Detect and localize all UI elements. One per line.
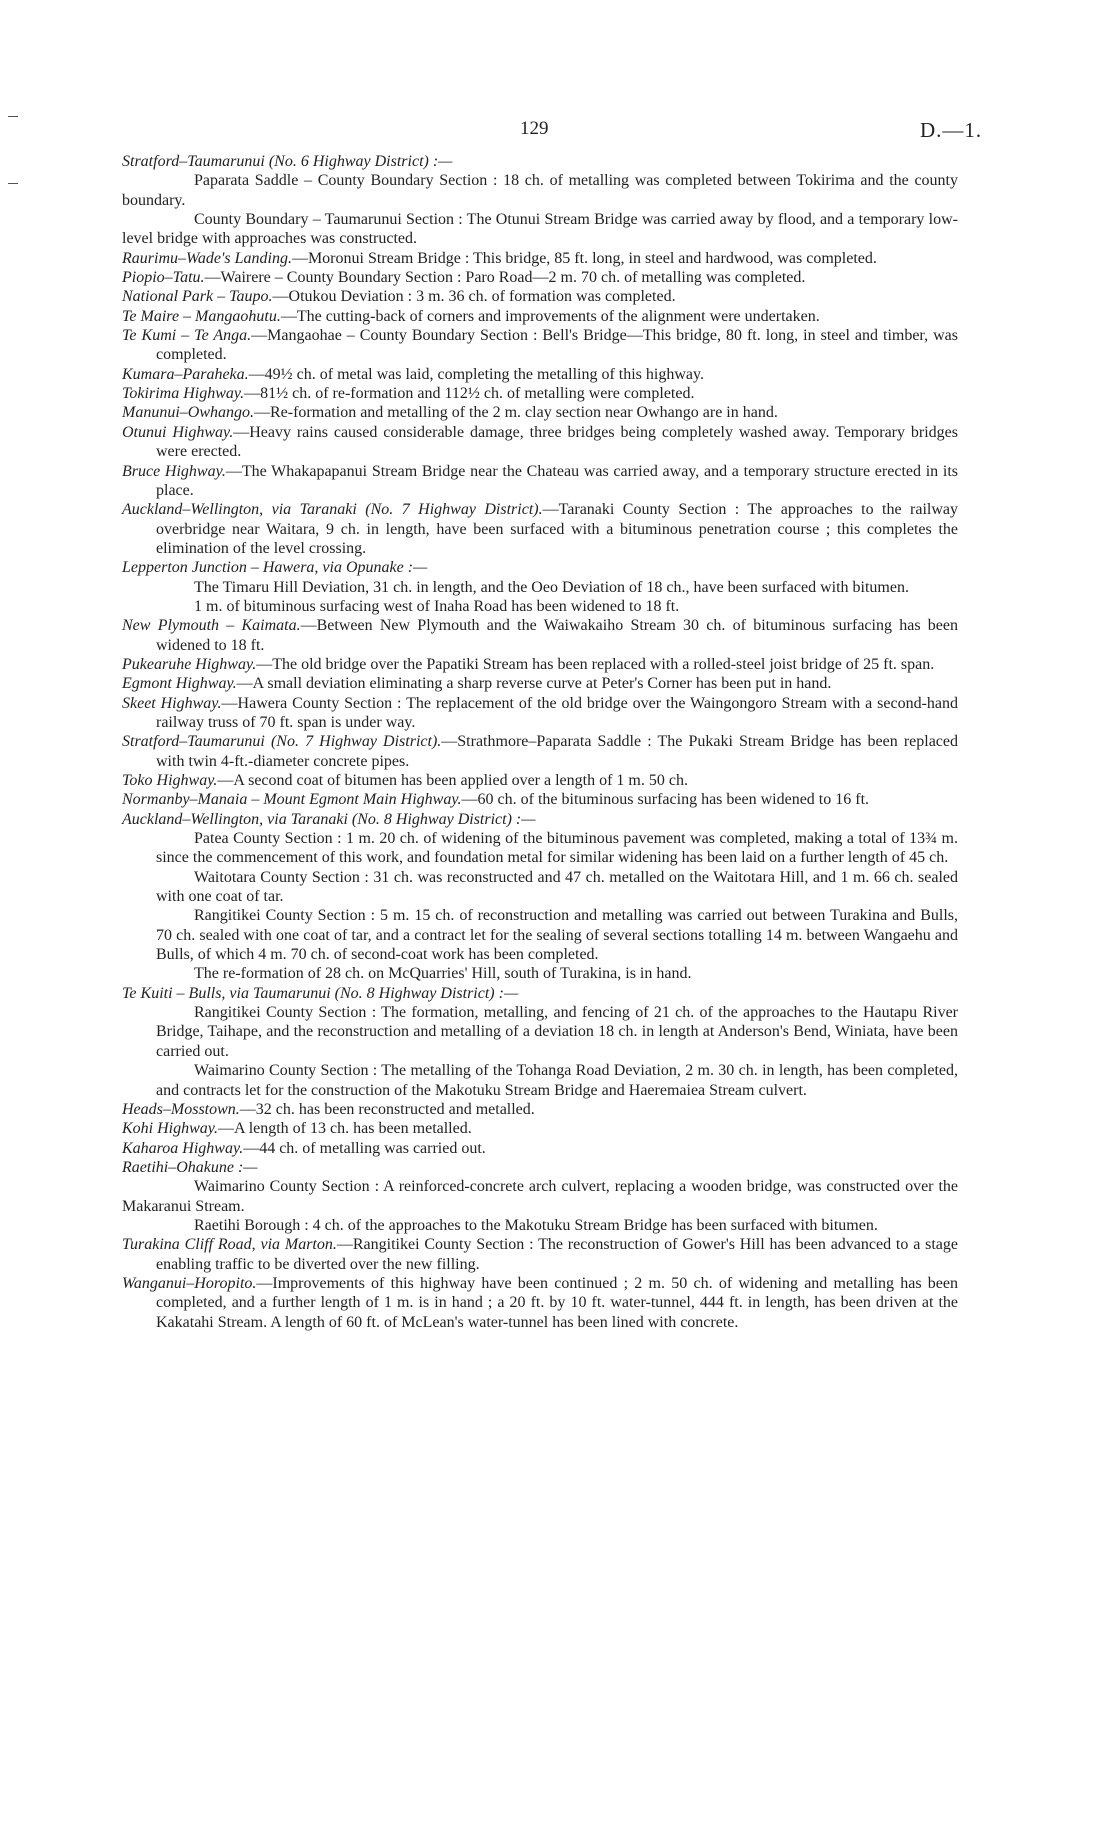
section-heading: New Plymouth – Kaimata. bbox=[122, 617, 301, 635]
paragraph-text: —Between New Plymouth and the Waiwakaiho Stream 30 ch. of bituminous surfacing has been widened to 18 ft. bbox=[156, 617, 958, 654]
paragraph-text: Raetihi Borough : 4 ch. of the approaches to the Makotuku Stream Bridge has been surfaced with bitumen. bbox=[194, 1216, 878, 1234]
paragraph-text: —A second coat of bitumen has been applied over a length of 1 m. 50 ch. bbox=[217, 772, 688, 789]
paragraph-text: —The Whakapapanui Stream Bridge near the Chateau was carried away, and a temporary structure erected in its place. bbox=[156, 462, 959, 499]
section-heading: Kaharoa Highway. bbox=[122, 1139, 244, 1157]
paragraph bbox=[122, 790, 958, 809]
paragraph-text: —49½ ch. of metal was laid, completing the metalling of this highway. bbox=[248, 365, 704, 383]
paragraph bbox=[122, 732, 958, 771]
paragraph-text: —Mangaohae – County Boundary Section : Bell's Bridge—This bridge, 80 ft. long, in steel and timber, was completed. bbox=[156, 327, 958, 364]
paragraph bbox=[122, 655, 958, 674]
paragraph bbox=[122, 403, 958, 422]
section-heading: Normanby–Manaia – Mount Egmont Main Highway. bbox=[122, 791, 462, 809]
section-heading: Turakina Cliff Road, via Marton. bbox=[122, 1236, 337, 1254]
page-header bbox=[0, 118, 1114, 146]
section-heading: Auckland–Wellington, via Taranaki (No. 8 Highway District) :— bbox=[122, 810, 536, 828]
paragraph bbox=[122, 597, 958, 616]
section-heading: Tokirima Highway. bbox=[122, 385, 245, 403]
section-heading: Lepperton Junction – Hawera, via Opunake :— bbox=[122, 559, 428, 577]
paragraph bbox=[122, 868, 958, 907]
section-heading: Stratford–Taumarunui (No. 7 Highway District). bbox=[122, 733, 442, 751]
section-heading: Otunui Highway. bbox=[122, 423, 234, 441]
paragraph-text: —Re-formation and metalling of the 2 m. clay section near Owhango are in hand. bbox=[254, 404, 778, 422]
paragraph-text: —A length of 13 ch. has been metalled. bbox=[218, 1120, 472, 1138]
paragraph bbox=[122, 268, 958, 287]
scan-artifact-mark bbox=[8, 116, 18, 117]
section-heading: National Park – Taupo. bbox=[122, 288, 273, 306]
section-heading: Toko Highway. bbox=[122, 772, 218, 789]
paragraph bbox=[122, 694, 958, 733]
paragraph bbox=[122, 984, 958, 1003]
paragraph-text: Rangitikei County Section : 5 m. 15 ch. of reconstruction and metalling was carried out between Turakina and Bulls, 70 ch. sealed with one coat of tar, and a contract let for the sealing of several sections totalling 14 m. between Wangaehu and Bulls, of which 4 m. 70 ch. of second-coat work has been completed. bbox=[156, 907, 958, 964]
paragraph-text: —Wairere – County Boundary Section : Paro Road—2 m. 70 ch. of metalling was completed. bbox=[204, 269, 806, 287]
paragraph bbox=[122, 829, 958, 868]
paragraph bbox=[122, 1158, 958, 1177]
paragraph-text: —Taranaki County Section : The approaches to the railway overbridge near Waitara, 9 ch. in length, have been surfaced with a bituminous penetration course ; this completes the elimination of the level crossing. bbox=[156, 501, 959, 557]
paragraph-text: —A small deviation eliminating a sharp reverse curve at Peter's Corner has been put in hand. bbox=[236, 675, 832, 693]
paragraph-text: —44 ch. of metalling was carried out. bbox=[243, 1139, 486, 1157]
section-heading: Skeet Highway. bbox=[122, 694, 222, 712]
paragraph-text: —The cutting-back of corners and improvements of the alignment were undertaken. bbox=[280, 307, 820, 325]
paragraph-text: —The old bridge over the Papatiki Stream has been replaced with a rolled-steel joist bridge of 25 ft. span. bbox=[256, 655, 935, 673]
paragraph bbox=[122, 287, 958, 306]
paragraph-text: The re-formation of 28 ch. on McQuarries' Hill, south of Turakina, is in hand. bbox=[194, 965, 692, 983]
paragraph bbox=[122, 171, 958, 210]
paragraph bbox=[122, 384, 958, 403]
paragraph bbox=[122, 500, 958, 558]
paragraph bbox=[122, 1274, 958, 1332]
paragraph-text: —Otukou Deviation : 3 m. 36 ch. of formation was completed. bbox=[272, 288, 676, 306]
section-heading: Auckland–Wellington, via Taranaki (No. 7 Highway District). bbox=[122, 501, 543, 519]
paragraph-text: —32 ch. has been reconstructed and metalled. bbox=[239, 1100, 535, 1118]
paragraph bbox=[122, 307, 958, 326]
section-heading: Egmont Highway. bbox=[122, 675, 237, 693]
paragraph bbox=[122, 810, 958, 829]
section-heading: Te Kuiti – Bulls, via Taumarunui (No. 8 Highway District) :— bbox=[122, 984, 519, 1002]
paragraph bbox=[122, 906, 958, 964]
paragraph bbox=[122, 1177, 958, 1216]
paragraph bbox=[122, 1003, 958, 1061]
section-heading: Kohi Highway. bbox=[122, 1120, 219, 1138]
paragraph bbox=[122, 964, 958, 983]
paragraph-text: Waimarino County Section : A reinforced-concrete arch culvert, replacing a wooden bridge, was constructed over the Makaranui Stream. bbox=[122, 1178, 958, 1215]
paragraph bbox=[122, 1235, 958, 1274]
paragraph-text: Rangitikei County Section : The formation, metalling, and fencing of 21 ch. of the approaches to the Hautapu River Bridge, Taihape, and the reconstruction and metalling of a deviation 18 ch. in length at Anderson's Bend, Winiata, have been carried out. bbox=[156, 1004, 958, 1060]
paragraph-text: The Timaru Hill Deviation, 31 ch. in length, and the Oeo Deviation of 18 ch., have been surfaced with bitumen. bbox=[194, 578, 909, 596]
paragraph-text: Waitotara County Section : 31 ch. was reconstructed and 47 ch. metalled on the Waitotara Hill, and 1 m. 66 ch. sealed with one coat of tar. bbox=[156, 868, 958, 906]
paragraph-text: 1 m. of bituminous surfacing west of Inaha Road has been widened to 18 ft. bbox=[194, 597, 680, 615]
section-heading: Stratford–Taumarunui (No. 6 Highway District) :— bbox=[122, 153, 453, 170]
section-heading: Manunui–Owhango. bbox=[122, 404, 254, 422]
paragraph bbox=[122, 578, 958, 597]
paragraph-text: —Rangitikei County Section : The reconstruction of Gower's Hill has been advanced to a stage enabling traffic to be diverted over the new filling. bbox=[156, 1236, 959, 1273]
section-heading: Bruce Highway. bbox=[122, 462, 226, 480]
paragraph-text: Waimarino County Section : The metalling of the Tohanga Road Deviation, 2 m. 30 ch. in length, has been completed, and contracts let for the construction of the Makotuku Stream Bridge and Haeremaiea Stream culvert. bbox=[156, 1062, 958, 1099]
paragraph bbox=[122, 1100, 958, 1119]
paragraph bbox=[122, 1216, 958, 1235]
paragraph-text: —Improvements of this highway have been continued ; 2 m. 50 ch. of widening and metalling has been completed, and a further length of 1 m. is in hand ; a 20 ft. by 10 ft. water-tunnel, 444 ft. in length, has been driven at the Kakatahi Stream. A length of 60 ft. of McLean's water-tunnel has been lined with concrete. bbox=[156, 1274, 958, 1331]
paragraph-text: County Boundary – Taumarunui Section : The Otunui Stream Bridge was carried away by flood, and a temporary low-level bridge with approaches was constructed. bbox=[122, 211, 958, 248]
paragraph-text: Paparata Saddle – County Boundary Section : 18 ch. of metalling was completed between Tokirima and the county boundary. bbox=[122, 172, 958, 209]
paragraph bbox=[122, 210, 958, 249]
paragraph bbox=[122, 1119, 958, 1138]
section-heading: Te Kumi – Te Anga. bbox=[122, 327, 252, 345]
paragraph-text: —81½ ch. of re-formation and 112½ ch. of metalling were completed. bbox=[244, 385, 695, 403]
paragraph bbox=[122, 462, 958, 501]
paragraph-text: —Heavy rains caused considerable damage, three bridges being completely washed away. Temporary bridges were erected. bbox=[156, 423, 958, 461]
section-heading: Raetihi–Ohakune :— bbox=[122, 1158, 258, 1176]
paragraph bbox=[122, 152, 958, 171]
paragraph-text: Patea County Section : 1 m. 20 ch. of widening of the bituminous pavement was completed, making a total of 13¾ m. since the commencement of this work, and foundation metal for similar widening has been laid on a further length of 45 ch. bbox=[156, 830, 958, 867]
page-number: 129 bbox=[520, 118, 549, 139]
scan-artifact-mark bbox=[8, 183, 18, 184]
paragraph bbox=[122, 326, 958, 365]
paragraph-text: —Moronui Stream Bridge : This bridge, 85 ft. long, in steel and hardwood, was completed. bbox=[291, 249, 877, 267]
document-body bbox=[122, 152, 958, 1332]
section-heading: Raurimu–Wade's Landing. bbox=[122, 249, 292, 267]
section-heading: Kumara–Paraheka. bbox=[122, 365, 249, 383]
paragraph bbox=[122, 771, 958, 790]
paragraph bbox=[122, 1139, 958, 1158]
paragraph-text: —Hawera County Section : The replacement of the old bridge over the Waingongoro Stream with a second-hand railway truss of 70 ft. span is under way. bbox=[156, 694, 959, 731]
paragraph-text: —Strathmore–Paparata Saddle : The Pukaki Stream Bridge has been replaced with twin 4-ft.-diameter concrete pipes. bbox=[156, 733, 959, 770]
section-heading: Heads–Mosstown. bbox=[122, 1100, 240, 1118]
paragraph-text: —60 ch. of the bituminous surfacing has been widened to 16 ft. bbox=[461, 791, 870, 809]
section-heading: Pukearuhe Highway. bbox=[122, 655, 257, 673]
paragraph bbox=[122, 674, 958, 693]
paragraph bbox=[122, 616, 958, 655]
section-heading: Te Maire – Mangaohutu. bbox=[122, 307, 281, 325]
paragraph bbox=[122, 249, 958, 268]
section-heading: Wanganui–Horopito. bbox=[122, 1274, 257, 1292]
document-code: D.—1. bbox=[920, 118, 983, 142]
paragraph bbox=[122, 423, 958, 462]
paragraph bbox=[122, 365, 958, 384]
paragraph bbox=[122, 1061, 958, 1100]
paragraph bbox=[122, 558, 958, 577]
section-heading: Piopio–Tatu. bbox=[122, 269, 205, 287]
